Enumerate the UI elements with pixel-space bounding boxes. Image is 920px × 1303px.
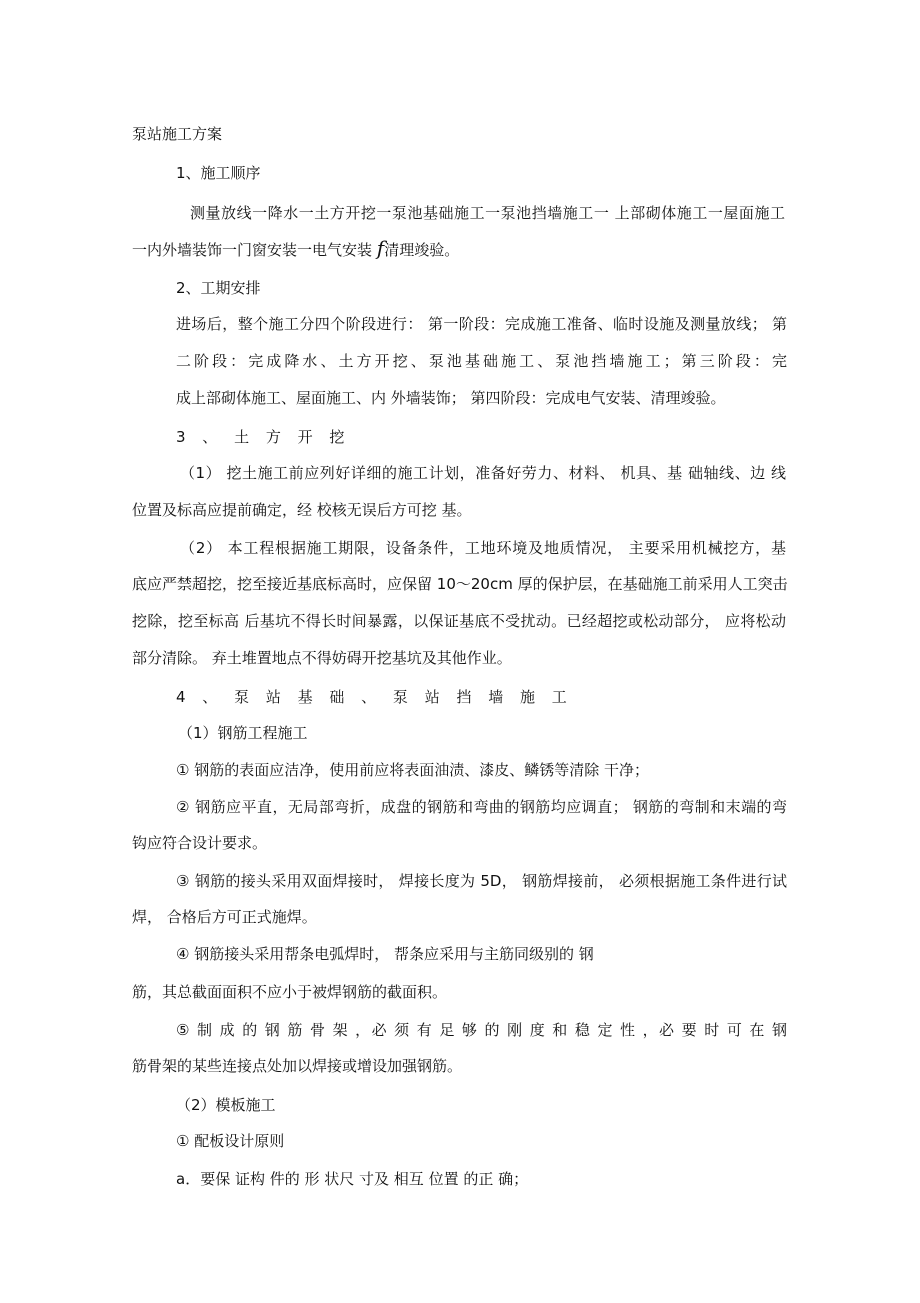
section-1-line-2-text-b: 清理竣验。	[384, 241, 460, 259]
section-4-item-3-line-1: ③ 钢筋的接头采用双面焊接时， 焊接长度为 5D， 钢筋焊接前， 必须根据施工条件进行试	[176, 872, 787, 890]
section-4-1-heading: （1）钢筋工程施工	[178, 724, 308, 742]
section-4-item-4-line-2: 筋，其总截面面积不应小于被焊钢筋的截面积。	[132, 983, 448, 1001]
section-4-item-5-line-1: ⑤ 制 成 的 钢 筋 骨 架 ，必 须 有 足 够 的 刚 度 和 稳 定 性 ，必 要 时 可 在 钢	[176, 1021, 787, 1039]
document-title: 泵站施工方案	[132, 125, 223, 143]
section-3-para-1-line-2: 位置及标高应提前确定，经 校核无误后方可挖 基。	[132, 501, 472, 519]
section-1-line-2-text-a: 一内外墙装饰一门窗安装一电气安装	[132, 241, 377, 259]
section-3-para-1-line-1: （1） 挖土施工前应列好详细的施工计划，准备好劳力、材料、 机具、基 础轴线、边 线	[180, 464, 786, 482]
section-3-para-2-line-2: 底应严禁超挖，挖至接近基底标高时，应保留 10～20cm 厚的保护层，在基础施工前采用人工突击	[132, 575, 788, 593]
section-4-2-item-a: a．要保 证构 件的 形 状尺 寸及 相互 位置 的正 确；	[176, 1170, 529, 1188]
section-4-item-2-line-1: ② 钢筋应平直，无局部弯折，成盘的钢筋和弯曲的钢筋均应调直； 钢筋的弯制和末端的弯	[176, 798, 787, 816]
section-4-heading: 4 、 泵 站 基 础 、 泵 站 挡 墙 施 工	[176, 688, 573, 706]
section-3-heading: 3 、 土 方 开 挖	[176, 428, 351, 446]
section-3-para-2-line-1: （2） 本工程根据施工期限，设备条件，工地环境及地质情况， 主要采用机械挖方，基	[180, 539, 786, 557]
section-4-item-4-line-1: ④ 钢筋接头采用帮条电弧焊时， 帮条应采用与主筋同级别的 钢	[176, 945, 594, 963]
section-4-2-heading: （2）模板施工	[176, 1096, 276, 1114]
section-4-item-2-line-2: 钩应符合设计要求。	[132, 834, 268, 852]
section-4-item-5-line-2: 筋骨架的某些连接点处加以焊接或增设加强钢筋。	[132, 1057, 463, 1075]
section-3-para-2-line-4: 部分清除。 弃土堆置地点不得妨碍开挖基坑及其他作业。	[132, 649, 512, 667]
section-4-item-3-line-2: 焊， 合格后方可正式施焊。	[132, 908, 317, 926]
section-4-item-1: ① 钢筋的表面应洁净，使用前应将表面油渍、漆皮、鳞锈等清除 干净；	[176, 761, 649, 779]
section-2-line-3: 成上部砌体施工、屋面施工、内 外墙装饰； 第四阶段：完成电气安装、清理竣验。	[176, 389, 726, 407]
section-4-2-item-1: ① 配板设计原则	[176, 1132, 285, 1150]
section-2-line-2: 二阶段：完成降水、土方开挖、泵池基础施工、泵池挡墙施工；第三阶段：完	[176, 352, 787, 370]
section-3-para-2-line-3: 挖除，挖至标高 后基坑不得长时间暴露，以保证基底不受扰动。已经超挖或松动部分， 应将松动	[132, 612, 786, 630]
section-2-line-1: 进场后，整个施工分四个阶段进行： 第一阶段：完成施工准备、临时设施及测量放线； 第	[176, 315, 787, 333]
section-2-heading: 2、工期安排	[176, 279, 261, 297]
section-1-line-1: 测量放线一降水一土方开挖一泵池基础施工一泵池挡墙施工一 上部砌体施工一屋面施工	[190, 204, 785, 222]
f-glyph: f	[376, 236, 385, 260]
section-1-heading: 1、施工顺序	[176, 164, 261, 182]
section-1-line-2	[132, 238, 459, 260]
